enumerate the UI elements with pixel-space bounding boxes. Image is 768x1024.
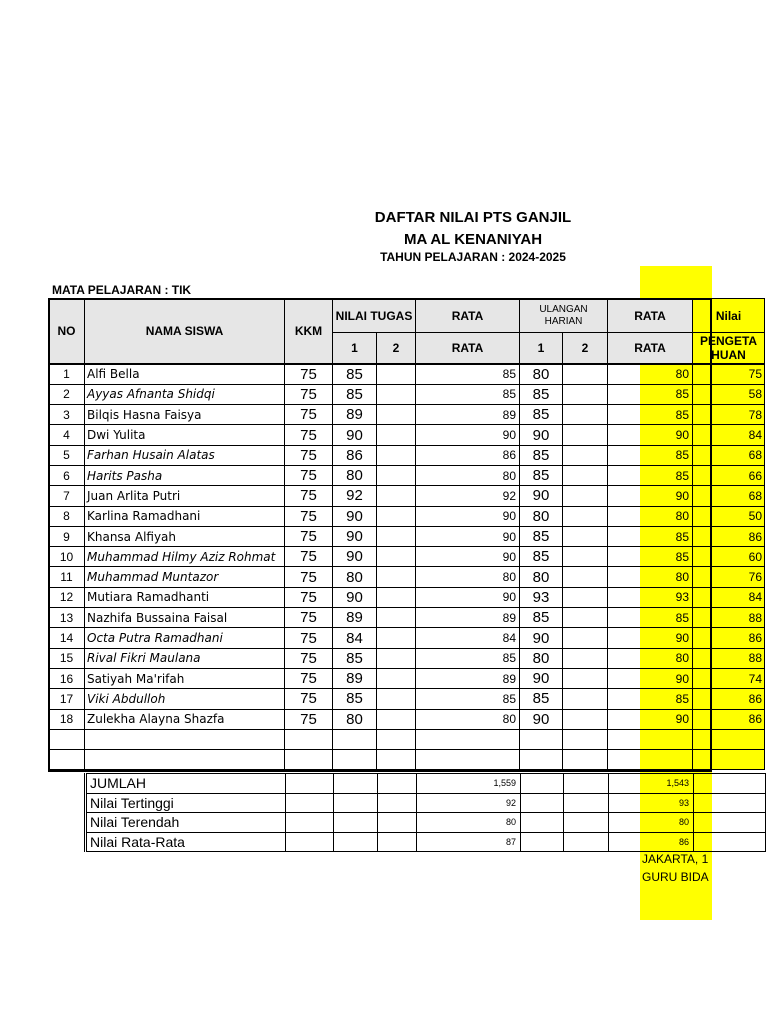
- student-kkm: 75: [285, 364, 333, 385]
- table-row: [49, 628, 765, 648]
- student-tugas-2: [377, 364, 416, 385]
- summary-row: [86, 774, 766, 794]
- footer-place-date: JAKARTA, 1: [642, 852, 709, 866]
- student-rata: 85: [416, 648, 520, 668]
- student-uh-1: 85: [520, 526, 563, 546]
- student-rata-2: 85: [608, 608, 693, 628]
- student-no: 12: [49, 587, 85, 607]
- header-uh-2: 2: [563, 333, 608, 364]
- summary-uh-2: [564, 832, 609, 852]
- student-rata-2: 85: [608, 526, 693, 546]
- student-tugas-1: 80: [333, 567, 377, 587]
- student-rata: 85: [416, 689, 520, 709]
- student-no: 3: [49, 405, 85, 425]
- student-tugas-1: 90: [333, 506, 377, 526]
- summary-uh-2: [564, 774, 609, 794]
- student-no: 13: [49, 608, 85, 628]
- student-tugas-2: [377, 668, 416, 688]
- student-name: Satiyah Ma'rifah: [85, 668, 285, 688]
- student-no: 7: [49, 486, 85, 506]
- student-uh-1: 80: [520, 364, 563, 385]
- student-no: 9: [49, 526, 85, 546]
- student-rata: 84: [416, 628, 520, 648]
- student-uh-1: 93: [520, 587, 563, 607]
- empty-cell: [85, 750, 285, 770]
- student-tugas-1: 90: [333, 547, 377, 567]
- student-kkm: 75: [285, 486, 333, 506]
- header-ulangan-harian: ULANGAN HARIAN: [520, 299, 608, 333]
- table-row: [49, 526, 765, 546]
- header-rata-sub: RATA: [416, 333, 520, 364]
- student-rata-2: 80: [608, 567, 693, 587]
- student-uh-1: 90: [520, 486, 563, 506]
- empty-cell: [693, 750, 765, 770]
- student-rata: 80: [416, 709, 520, 729]
- student-kkm: 75: [285, 608, 333, 628]
- student-nilai: 84: [693, 425, 765, 445]
- student-kkm: 75: [285, 526, 333, 546]
- summary-nilai: [694, 813, 766, 833]
- summary-tugas-2: [378, 813, 417, 833]
- student-uh-2: [563, 648, 608, 668]
- student-uh-1: 80: [520, 567, 563, 587]
- summary-kkm: [286, 774, 334, 794]
- table-row: [49, 567, 765, 587]
- student-tugas-1: 85: [333, 689, 377, 709]
- student-rata: 80: [416, 465, 520, 485]
- student-nilai: 86: [693, 689, 765, 709]
- student-uh-2: [563, 587, 608, 607]
- empty-cell: [333, 729, 377, 749]
- student-name: Juan Arlita Putri: [85, 486, 285, 506]
- student-rata: 90: [416, 587, 520, 607]
- student-tugas-1: 90: [333, 526, 377, 546]
- student-no: 17: [49, 689, 85, 709]
- summary-nilai: [694, 774, 766, 794]
- empty-cell: [520, 729, 563, 749]
- student-nilai: 68: [693, 445, 765, 465]
- student-uh-1: 85: [520, 465, 563, 485]
- table-row: [49, 689, 765, 709]
- summary-tugas-1: [334, 813, 378, 833]
- student-uh-2: [563, 526, 608, 546]
- summary-tugas-1: [334, 793, 378, 813]
- student-tugas-1: 89: [333, 405, 377, 425]
- student-name: Octa Putra Ramadhani: [85, 628, 285, 648]
- summary-rata-2: 86: [609, 832, 694, 852]
- student-rata-2: 80: [608, 364, 693, 385]
- student-no: 1: [49, 364, 85, 385]
- summary-uh-1: [521, 813, 564, 833]
- student-nilai: 60: [693, 547, 765, 567]
- grades-table: [48, 298, 765, 770]
- student-uh-2: [563, 567, 608, 587]
- empty-cell: [377, 729, 416, 749]
- summary-rata-2: 1,543: [609, 774, 694, 794]
- empty-cell: [693, 729, 765, 749]
- table-row: [49, 486, 765, 506]
- student-uh-1: 85: [520, 608, 563, 628]
- student-uh-2: [563, 709, 608, 729]
- table-row: [49, 465, 765, 485]
- table-row: [49, 364, 765, 385]
- student-uh-1: 85: [520, 689, 563, 709]
- student-tugas-2: [377, 506, 416, 526]
- student-rata-2: 90: [608, 628, 693, 648]
- table-row: [49, 405, 765, 425]
- student-uh-2: [563, 506, 608, 526]
- student-rata: 90: [416, 425, 520, 445]
- student-uh-2: [563, 384, 608, 404]
- student-name: Farhan Husain Alatas: [85, 445, 285, 465]
- student-kkm: 75: [285, 587, 333, 607]
- student-tugas-2: [377, 526, 416, 546]
- summary-tugas-2: [378, 774, 417, 794]
- student-no: 10: [49, 547, 85, 567]
- summary-label: JUMLAH: [86, 774, 286, 794]
- header-name: NAMA SISWA: [85, 299, 285, 364]
- summary-rata-2: 93: [609, 793, 694, 813]
- student-tugas-2: [377, 587, 416, 607]
- student-nilai: 88: [693, 608, 765, 628]
- student-tugas-2: [377, 547, 416, 567]
- student-rata-2: 80: [608, 506, 693, 526]
- student-name: Ayyas Afnanta Shidqi: [85, 384, 285, 404]
- student-tugas-2: [377, 648, 416, 668]
- header-no: NO: [49, 299, 85, 364]
- student-kkm: 75: [285, 628, 333, 648]
- empty-row: [49, 750, 765, 770]
- header-uh-1: 1: [520, 333, 563, 364]
- student-name: Karlina Ramadhani: [85, 506, 285, 526]
- summary-tugas-2: [378, 793, 417, 813]
- student-tugas-2: [377, 628, 416, 648]
- table-row: [49, 425, 765, 445]
- student-uh-1: 85: [520, 405, 563, 425]
- student-uh-1: 85: [520, 445, 563, 465]
- student-kkm: 75: [285, 567, 333, 587]
- table-row: [49, 506, 765, 526]
- student-rata: 90: [416, 526, 520, 546]
- header-pengetahuan: PENGETA HUAN: [693, 333, 765, 364]
- student-tugas-1: 86: [333, 445, 377, 465]
- student-no: 14: [49, 628, 85, 648]
- student-no: 16: [49, 668, 85, 688]
- student-kkm: 75: [285, 709, 333, 729]
- student-rata: 92: [416, 486, 520, 506]
- student-kkm: 75: [285, 648, 333, 668]
- student-rata-2: 93: [608, 587, 693, 607]
- student-name: Viki Abdulloh: [85, 689, 285, 709]
- empty-cell: [285, 729, 333, 749]
- student-uh-2: [563, 628, 608, 648]
- student-uh-2: [563, 445, 608, 465]
- student-no: 15: [49, 648, 85, 668]
- student-name: Rival Fikri Maulana: [85, 648, 285, 668]
- student-uh-2: [563, 547, 608, 567]
- student-no: 11: [49, 567, 85, 587]
- student-uh-2: [563, 364, 608, 385]
- student-name: Muhammad Hilmy Aziz Rohmat: [85, 547, 285, 567]
- student-rata-2: 85: [608, 384, 693, 404]
- student-rata-2: 85: [608, 405, 693, 425]
- summary-rata: 80: [417, 813, 521, 833]
- student-uh-2: [563, 465, 608, 485]
- student-tugas-2: [377, 567, 416, 587]
- student-rata-2: 85: [608, 689, 693, 709]
- student-nilai: 68: [693, 486, 765, 506]
- student-nilai: 74: [693, 668, 765, 688]
- summary-rata: 1,559: [417, 774, 521, 794]
- summary-uh-2: [564, 813, 609, 833]
- footer-teacher: GURU BIDA: [642, 870, 709, 884]
- summary-uh-1: [521, 793, 564, 813]
- table-row: [49, 608, 765, 628]
- summary-rata: 92: [417, 793, 521, 813]
- student-uh-2: [563, 425, 608, 445]
- empty-cell: [49, 729, 85, 749]
- student-rata-2: 85: [608, 547, 693, 567]
- student-name: Muhammad Muntazor: [85, 567, 285, 587]
- empty-cell: [333, 750, 377, 770]
- student-rata: 90: [416, 506, 520, 526]
- student-nilai: 86: [693, 526, 765, 546]
- student-tugas-1: 85: [333, 364, 377, 385]
- summary-tugas-1: [334, 832, 378, 852]
- student-rata: 86: [416, 445, 520, 465]
- summary-tugas-1: [334, 774, 378, 794]
- student-tugas-1: 90: [333, 425, 377, 445]
- student-uh-2: [563, 486, 608, 506]
- header-rata-2: RATA: [608, 299, 693, 333]
- student-tugas-2: [377, 486, 416, 506]
- student-kkm: 75: [285, 384, 333, 404]
- student-name: Mutiara Ramadhanti: [85, 587, 285, 607]
- student-tugas-2: [377, 425, 416, 445]
- student-kkm: 75: [285, 689, 333, 709]
- summary-nilai: [694, 793, 766, 813]
- empty-cell: [563, 729, 608, 749]
- student-nilai: 86: [693, 628, 765, 648]
- header-tugas-2: 2: [377, 333, 416, 364]
- empty-cell: [285, 750, 333, 770]
- summary-label: Nilai Tertinggi: [86, 793, 286, 813]
- page-title: DAFTAR NILAI PTS GANJIL: [374, 209, 572, 226]
- student-rata-2: 80: [608, 648, 693, 668]
- empty-cell: [377, 750, 416, 770]
- empty-cell: [520, 750, 563, 770]
- summary-nilai: [694, 832, 766, 852]
- student-name: Harits Pasha: [85, 465, 285, 485]
- student-uh-2: [563, 405, 608, 425]
- student-uh-1: 90: [520, 668, 563, 688]
- student-tugas-1: 89: [333, 668, 377, 688]
- empty-cell: [49, 750, 85, 770]
- student-tugas-1: 84: [333, 628, 377, 648]
- summary-table: [84, 773, 766, 852]
- student-rata: 80: [416, 567, 520, 587]
- summary-uh-1: [521, 774, 564, 794]
- student-rata: 89: [416, 608, 520, 628]
- student-uh-1: 85: [520, 384, 563, 404]
- summary-uh-2: [564, 793, 609, 813]
- summary-label: Nilai Rata-Rata: [86, 832, 286, 852]
- student-no: 5: [49, 445, 85, 465]
- header-rata2-sub: RATA: [608, 333, 693, 364]
- student-rata: 90: [416, 547, 520, 567]
- empty-cell: [416, 729, 520, 749]
- summary-kkm: [286, 813, 334, 833]
- empty-row: [49, 729, 765, 749]
- student-tugas-2: [377, 465, 416, 485]
- student-uh-2: [563, 689, 608, 709]
- student-no: 6: [49, 465, 85, 485]
- student-tugas-1: 85: [333, 384, 377, 404]
- student-rata-2: 90: [608, 486, 693, 506]
- student-kkm: 75: [285, 668, 333, 688]
- summary-tugas-2: [378, 832, 417, 852]
- student-name: Zulekha Alayna Shazfa: [85, 709, 285, 729]
- subject-label: MATA PELAJARAN : TIK: [52, 283, 192, 297]
- table-row: [49, 384, 765, 404]
- student-no: 18: [49, 709, 85, 729]
- summary-label: Nilai Terendah: [86, 813, 286, 833]
- student-tugas-2: [377, 709, 416, 729]
- student-tugas-2: [377, 689, 416, 709]
- student-tugas-1: 90: [333, 587, 377, 607]
- header-nilai: Nilai: [693, 299, 765, 333]
- student-kkm: 75: [285, 445, 333, 465]
- student-kkm: 75: [285, 506, 333, 526]
- student-nilai: 66: [693, 465, 765, 485]
- student-uh-2: [563, 668, 608, 688]
- student-kkm: 75: [285, 465, 333, 485]
- header-nilai-tugas: NILAI TUGAS: [333, 299, 416, 333]
- student-rata: 85: [416, 364, 520, 385]
- student-uh-1: 90: [520, 425, 563, 445]
- student-name: Khansa Alfiyah: [85, 526, 285, 546]
- summary-kkm: [286, 832, 334, 852]
- student-no: 4: [49, 425, 85, 445]
- student-name: Alfi Bella: [85, 364, 285, 385]
- school-name: MA AL KENANIYAH: [403, 231, 543, 248]
- empty-cell: [85, 729, 285, 749]
- student-rata-2: 90: [608, 668, 693, 688]
- student-kkm: 75: [285, 547, 333, 567]
- student-tugas-1: 92: [333, 486, 377, 506]
- student-uh-2: [563, 608, 608, 628]
- empty-cell: [608, 750, 693, 770]
- table-row: [49, 547, 765, 567]
- empty-cell: [416, 750, 520, 770]
- table-row: [49, 709, 765, 729]
- summary-rata-2: 80: [609, 813, 694, 833]
- student-nilai: 75: [693, 364, 765, 385]
- table-row: [49, 445, 765, 465]
- academic-year: TAHUN PELAJARAN : 2024-2025: [380, 250, 566, 264]
- summary-rata: 87: [417, 832, 521, 852]
- student-rata-2: 85: [608, 465, 693, 485]
- student-rata-2: 90: [608, 709, 693, 729]
- student-tugas-1: 89: [333, 608, 377, 628]
- student-nilai: 86: [693, 709, 765, 729]
- student-nilai: 50: [693, 506, 765, 526]
- student-tugas-2: [377, 405, 416, 425]
- table-row: [49, 668, 765, 688]
- student-tugas-2: [377, 608, 416, 628]
- student-name: Nazhifa Bussaina Faisal: [85, 608, 285, 628]
- student-tugas-1: 80: [333, 465, 377, 485]
- header-tugas-1: 1: [333, 333, 377, 364]
- student-uh-1: 90: [520, 628, 563, 648]
- student-name: Bilqis Hasna Faisya: [85, 405, 285, 425]
- table-row: [49, 648, 765, 668]
- student-uh-1: 80: [520, 648, 563, 668]
- student-rata: 85: [416, 384, 520, 404]
- student-rata: 89: [416, 405, 520, 425]
- student-nilai: 84: [693, 587, 765, 607]
- student-no: 8: [49, 506, 85, 526]
- student-rata-2: 85: [608, 445, 693, 465]
- student-nilai: 88: [693, 648, 765, 668]
- student-uh-1: 85: [520, 547, 563, 567]
- student-tugas-1: 80: [333, 709, 377, 729]
- student-tugas-2: [377, 445, 416, 465]
- empty-cell: [608, 729, 693, 749]
- table-row: [49, 587, 765, 607]
- student-rata-2: 90: [608, 425, 693, 445]
- summary-row: [86, 793, 766, 813]
- empty-cell: [563, 750, 608, 770]
- student-uh-1: 80: [520, 506, 563, 526]
- summary-row: [86, 813, 766, 833]
- header-kkm: KKM: [285, 299, 333, 364]
- student-uh-1: 90: [520, 709, 563, 729]
- summary-kkm: [286, 793, 334, 813]
- student-name: Dwi Yulita: [85, 425, 285, 445]
- student-rata: 89: [416, 668, 520, 688]
- summary-row: [86, 832, 766, 852]
- student-no: 2: [49, 384, 85, 404]
- student-nilai: 76: [693, 567, 765, 587]
- student-kkm: 75: [285, 405, 333, 425]
- student-tugas-2: [377, 384, 416, 404]
- student-nilai: 78: [693, 405, 765, 425]
- student-kkm: 75: [285, 425, 333, 445]
- summary-uh-1: [521, 832, 564, 852]
- student-tugas-1: 85: [333, 648, 377, 668]
- header-rata: RATA: [416, 299, 520, 333]
- student-nilai: 58: [693, 384, 765, 404]
